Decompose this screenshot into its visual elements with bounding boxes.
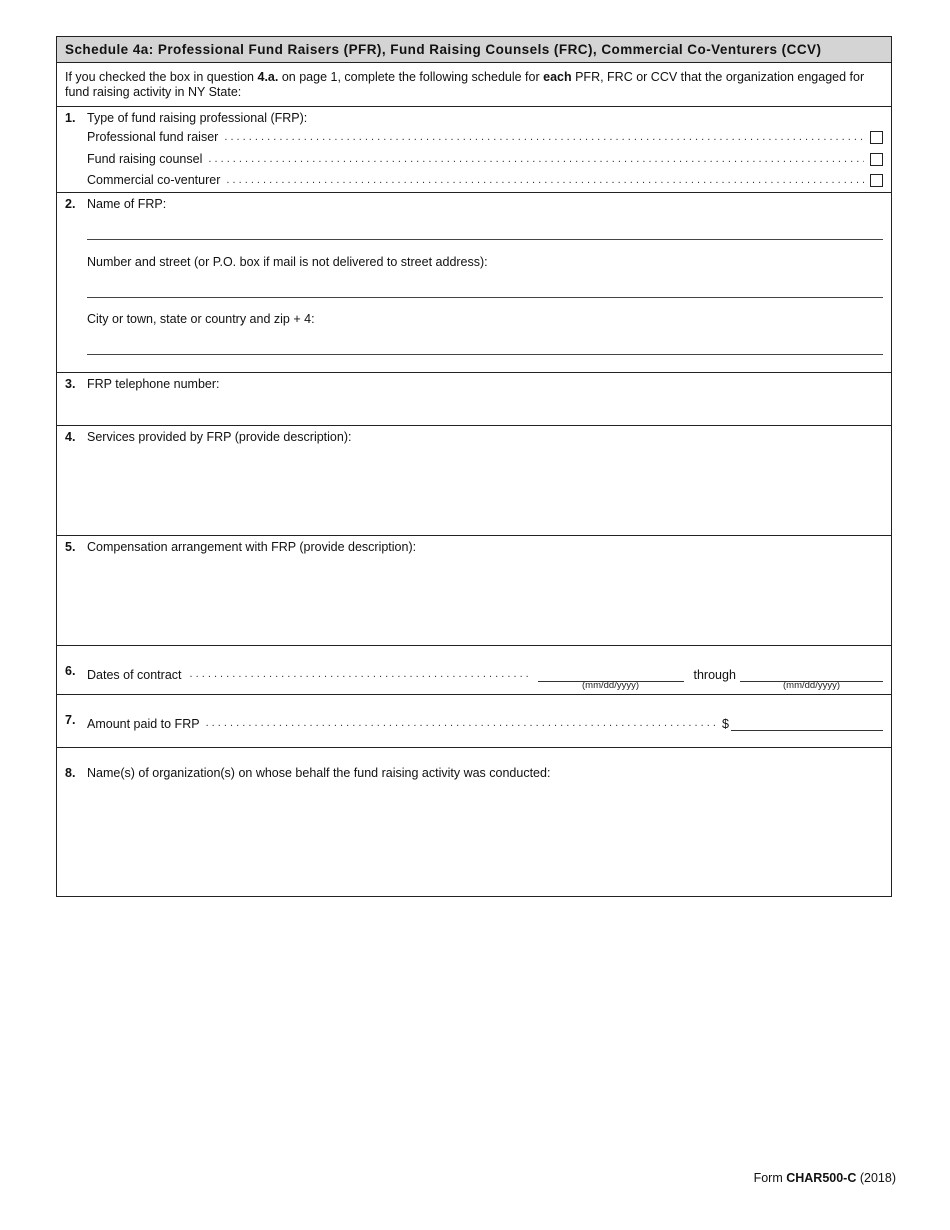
- frp-telephone-label: FRP telephone number:: [87, 377, 220, 391]
- frp-name-field[interactable]: [87, 239, 883, 240]
- form-year: (2018): [859, 1171, 896, 1185]
- section-frp-telephone[interactable]: [57, 373, 891, 426]
- section-number: 6.: [65, 664, 76, 678]
- amount-paid-label: Amount paid to FRP: [87, 717, 200, 731]
- street-address-label: Number and street (or P.O. box if mail is not delivered to street address):: [87, 255, 488, 269]
- frp-name-label: Name of FRP:: [87, 197, 167, 211]
- section-number: 4.: [65, 430, 76, 444]
- intro-text-1: If you checked the box in question: [65, 70, 258, 84]
- compensation-arrangement-label: Compensation arrangement with FRP (provide description):: [87, 540, 417, 554]
- section-organization-names[interactable]: [57, 748, 891, 898]
- section-number: 7.: [65, 713, 76, 727]
- city-state-zip-field[interactable]: [87, 354, 883, 355]
- option-row-fund-raising-counsel: [87, 151, 883, 167]
- professional-fund-raiser-checkbox[interactable]: [870, 131, 883, 144]
- intro-text-2: on page 1, complete the following schedule for: [278, 70, 544, 84]
- dot-leader: [190, 666, 530, 682]
- schedule-4a-form: [56, 36, 892, 897]
- dot-leader: [208, 151, 864, 167]
- section-number: 5.: [65, 540, 76, 554]
- option-row-professional-fund-raiser: [87, 129, 883, 145]
- commercial-co-venturer-checkbox[interactable]: [870, 174, 883, 187]
- form-id: CHAR500-C: [786, 1171, 857, 1185]
- schedule-title: Schedule 4a: Professional Fund Raisers (PFR), Fund Raising Counsels (FRC), Commercial Co-Venturers (CCV): [57, 37, 891, 63]
- section-services-provided[interactable]: [57, 426, 891, 536]
- intro-question-ref: 4.a.: [257, 70, 279, 84]
- dot-leader: [206, 715, 718, 731]
- option-label: Fund raising counsel: [87, 152, 203, 166]
- contract-dates-label: Dates of contract: [87, 668, 182, 682]
- section-contract-dates: [57, 646, 891, 695]
- section-number: 1.: [65, 111, 76, 125]
- city-state-zip-label: City or town, state or country and zip + 4:: [87, 312, 315, 326]
- section-compensation-arrangement[interactable]: [57, 536, 891, 646]
- section-number: 3.: [65, 377, 76, 391]
- frp-type-label: Type of fund raising professional (FRP):: [87, 111, 308, 125]
- section-frp-type: [57, 107, 891, 193]
- organization-names-label: Name(s) of organization(s) on whose behalf the fund raising activity was conducted:: [87, 766, 551, 780]
- dot-leader: [226, 172, 864, 188]
- section-frp-name-address: [57, 193, 891, 373]
- section-number: 8.: [65, 766, 76, 780]
- intro-each: each: [543, 70, 572, 84]
- start-date-format-hint: (mm/dd/yyyy): [582, 680, 639, 691]
- footer-prefix: Form: [753, 1171, 787, 1185]
- contract-dates-row: [87, 664, 883, 682]
- section-amount-paid: [57, 695, 891, 748]
- through-label: through: [693, 668, 736, 682]
- fund-raising-counsel-checkbox[interactable]: [870, 153, 883, 166]
- section-number: 2.: [65, 197, 76, 211]
- option-label: Professional fund raiser: [87, 130, 219, 144]
- intro-text-3: PFR, FRC or CCV that the organization engaged for fund raising activity in NY State:: [65, 70, 865, 99]
- currency-symbol: $: [722, 717, 729, 731]
- amount-paid-row: [87, 713, 883, 731]
- form-footer: [754, 1171, 896, 1185]
- schedule-intro: [57, 63, 891, 107]
- option-label: Commercial co-venturer: [87, 173, 221, 187]
- dot-leader: [224, 129, 864, 145]
- end-date-format-hint: (mm/dd/yyyy): [783, 680, 840, 691]
- street-address-field[interactable]: [87, 297, 883, 298]
- option-row-commercial-co-venturer: [87, 172, 883, 188]
- services-provided-label: Services provided by FRP (provide description):: [87, 430, 352, 444]
- amount-paid-field[interactable]: [731, 714, 883, 731]
